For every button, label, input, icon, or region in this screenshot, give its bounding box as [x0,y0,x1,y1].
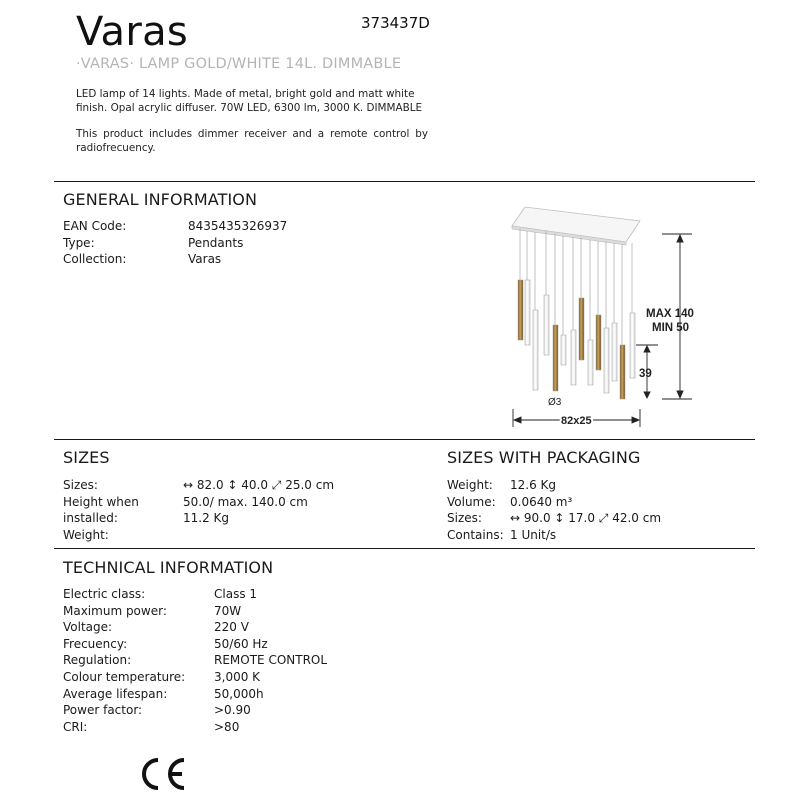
info-row [63,619,403,636]
section-divider [54,439,755,440]
info-row [63,652,403,669]
info-row [63,235,423,252]
packaging-section-title: SIZES WITH PACKAGING [447,448,641,467]
product-description: LED lamp of 14 lights. Made of metal, bright gold and matt white finish. Opal acrylic diffuser. 70W LED, 6300 lm, 3000 K. DIMMABLE [76,88,423,114]
product-drawing [480,195,720,435]
general-info-table [63,218,423,268]
info-value: 50,000h [214,686,264,701]
info-row [63,702,403,719]
info-value: >80 [214,719,240,734]
info-value: 8435435326937 [188,219,288,233]
info-value: Pendants [188,235,244,250]
info-label: Contains: [447,527,504,542]
info-value: 3,000 K [214,669,261,684]
size-value: 11.2 Kg [183,511,230,526]
info-label: Regulation: [63,653,132,668]
info-label: Electric class: [63,587,146,601]
size-label: Height when [63,494,139,509]
info-value: 50/60 Hz [214,636,268,651]
tube-length-label: 39 [639,368,652,380]
info-row [447,510,747,527]
size-value: 50.0/ max. 140.0 cm [183,494,308,509]
info-row [63,251,423,268]
info-label: Weight: [447,478,493,492]
info-value: 1 Unit/s [510,527,557,542]
product-reference: 373437D [361,14,430,32]
info-row [63,218,423,235]
info-value: 0.0640 m³ [510,494,573,509]
info-row [447,527,747,544]
info-row [447,477,747,494]
sizes-section-title: SIZES [63,448,110,467]
packaging-table [447,477,747,543]
info-label: Colour temperature: [63,669,186,684]
info-row [63,586,403,603]
info-value: ↔ 90.0 ↕ 17.0 ⤢ 42.0 cm [510,511,662,526]
info-label: CRI: [63,719,88,734]
product-note: This product includes dimmer receiver and a remote control by radiofrecuency. [76,128,428,154]
info-row [63,686,403,703]
sizes-values [183,477,433,527]
height-label-max: MAX 140 [646,308,694,320]
info-row [63,636,403,653]
section-divider [54,548,755,549]
info-row [63,669,403,686]
size-label: installed: [63,511,118,526]
info-row [447,494,747,511]
info-label: Power factor: [63,703,143,718]
info-value: 70W [214,603,242,618]
info-label: Collection: [63,252,127,267]
info-value: >0.90 [214,703,251,718]
info-label: Volume: [447,494,496,509]
size-label: Weight: [63,527,109,542]
info-value: REMOTE CONTROL [214,653,328,668]
product-subtitle: ·VARAS· LAMP GOLD/WHITE 14L. DIMMABLE [76,56,402,72]
ce-mark-icon [136,756,188,792]
diameter-label: Ø3 [548,397,562,408]
info-label: Average lifespan: [63,686,168,701]
info-row [63,719,403,736]
info-value: Class 1 [214,587,258,601]
info-label: Type: [63,235,95,250]
sizes-labels [63,477,183,543]
canopy [512,207,640,245]
general-section-title: GENERAL INFORMATION [63,190,258,209]
info-label: Voltage: [63,620,113,635]
info-label: Maximum power: [63,603,167,618]
technical-section-title: TECHNICAL INFORMATION [63,558,274,577]
section-divider [54,181,755,182]
info-value: 12.6 Kg [510,478,557,492]
product-title: Varas [76,9,189,55]
info-label: EAN Code: [63,219,127,233]
technical-table [63,586,403,735]
size-value: ↔ 82.0 ↕ 40.0 ⤢ 25.0 cm [183,478,335,492]
width-label: 82x25 [561,415,592,427]
height-label-min: MIN 50 [652,322,690,334]
info-value: Varas [188,252,222,267]
light-tubes [518,280,635,399]
info-value: 220 V [214,620,249,635]
info-row [63,603,403,620]
info-label: Frecuency: [63,636,128,651]
size-label: Sizes: [63,478,98,492]
info-label: Sizes: [447,511,482,526]
